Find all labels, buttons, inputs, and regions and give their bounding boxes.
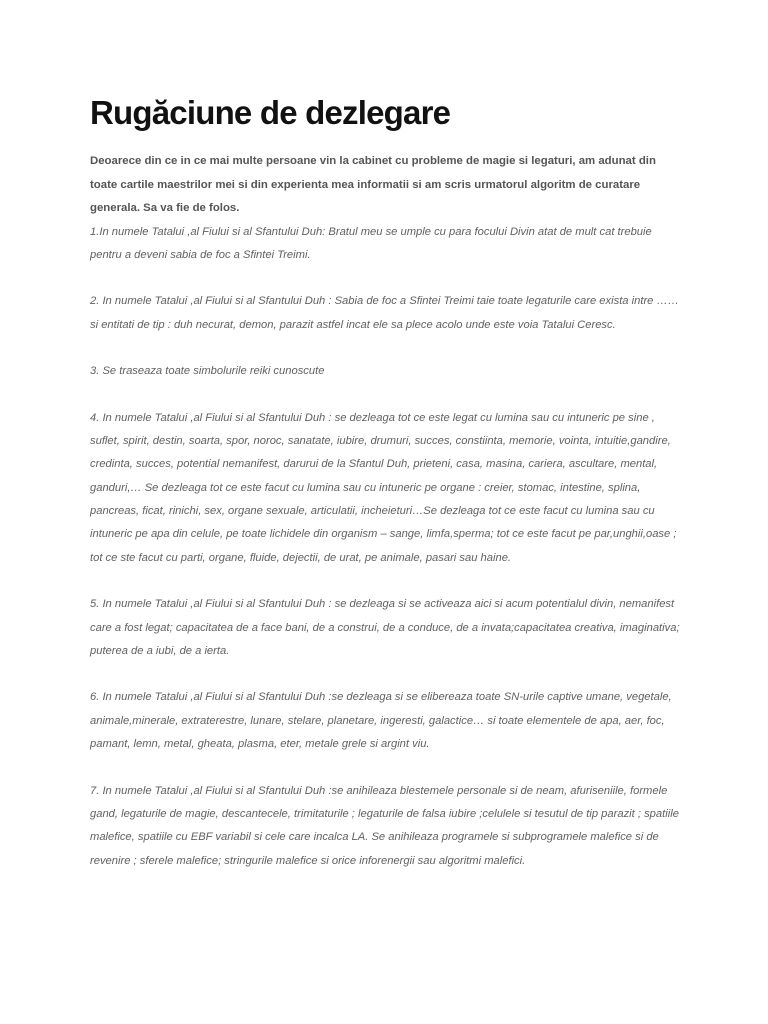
step-4: 4. In numele Tatalui ,al Fiului si al Sfantului Duh : se dezleaga tot ce este legat cu lumina sau cu intuneric pe sine , suflet, spirit, destin, soarta, spor, noroc, sanatate, iubire, drumuri, succes, constiinta, memorie, vointa, intuitie,gandire, credinta, succes, potential nemanifest, darurui de la Sfantul Duh, prieteni, casa, masina, cariera, ascultare, mental, ganduri,… Se dezleaga tot ce este facut cu lumina sau cu intuneric pe organe : creier, stomac, intestine, splina, pancreas, ficat, rinichi, sex, organe sexuale, articulatii, incheieturi…Se dezleaga tot ce este facut cu lumina sau cu intuneric pe apa din celule, pe toate lichidele din organism – sange, limfa,sperma; tot ce este facut pe par,unghii,oase ; tot ce ste facut cu parti, organe, fluide, dejectii, de urat, pe animale, pasari sau haine.: [90, 411, 677, 564]
paragraph-gap: [90, 267, 680, 290]
step-5: 5. In numele Tatalui ,al Fiului si al Sfantului Duh : se dezleaga si se activeaza aici si acum potentialul divin, nemanifest care a fost legat; capacitatea de a face bani, de a construi, de a conduce, de a invata;capacitatea creativa, imaginativa; puterea de a iubi, de a ierta.: [90, 598, 680, 657]
paragraph-gap: [90, 337, 680, 360]
paragraph-gap: [90, 570, 680, 593]
paragraph-gap: [90, 756, 680, 779]
step-3: 3. Se traseaza toate simbolurile reiki cunoscute: [90, 365, 325, 378]
step-7: 7. In numele Tatalui ,al Fiului si al Sfantului Duh :se anihileaza blestemele personale si de neam, afuriseniile, formele gand, legaturile de magie, descantecele, trimitaturile ; legaturile de falsa iubire ;celulele si tesutul de tip parazit ; spatiile malefice, spatiile cu EBF variabil si cele care incalca LA. Se anihileaza programele si subprogramele malefice si de revenire ; sferele malefice; stringurile malefice si orice inforenergii sau algoritmi malefici.: [90, 784, 679, 867]
step-1: 1.In numele Tatalui ,al Fiului si al Sfantului Duh: Bratul meu se umple cu para focului Divin atat de mult cat trebuie pentru a deveni sabia de foc a Sfintei Treimi.: [90, 225, 652, 261]
document-page: [90, 92, 680, 873]
paragraph-gap: [90, 663, 680, 686]
step-2: 2. In numele Tatalui ,al Fiului si al Sfantului Duh : Sabia de foc a Sfintei Treimi taie toate legaturile care exista intre ……si entitati de tip : duh necurat, demon, parazit astfel incat ele sa plece acolo unde este voia Tatalui Ceresc.: [90, 295, 679, 331]
document-title: Rugăciune de dezlegare: [90, 94, 451, 131]
paragraph-gap: [90, 384, 680, 407]
intro-paragraph: Deoarece din ce in ce mai multe persoane vin la cabinet cu probleme de magie si legaturi, am adunat din toate cartile maestrilor mei si din experienta mea informatii si am scris urmatorul algoritm de curatare generala. Sa va fie de folos.: [90, 155, 656, 214]
step-6: 6. In numele Tatalui ,al Fiului si al Sfantului Duh :se dezleaga si se elibereaza toate SN-urile captive umane, vegetale, animale,minerale, extraterestre, lunare, stelare, planetare, ingeresti, galactice… si toate elementele de apa, aer, foc, pamant, lemn, metal, gheata, plasma, eter, metale grele si argint viu.: [90, 691, 672, 751]
